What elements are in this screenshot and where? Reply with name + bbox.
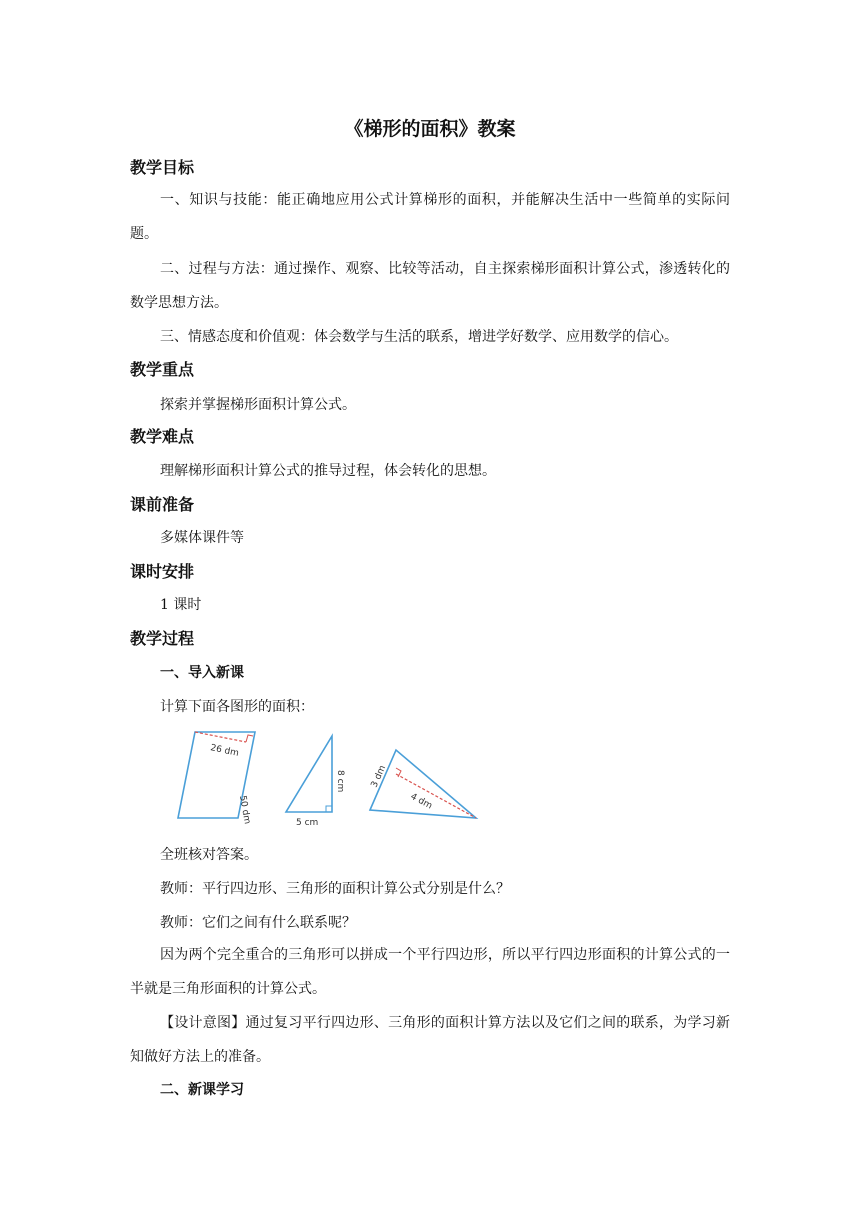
- heading-teaching-process: 教学过程: [130, 629, 195, 648]
- heading-difficulties: 教学难点: [130, 427, 195, 446]
- parallelogram-shape: [178, 732, 255, 825]
- goal-knowledge: 一、知识与技能：能正确地应用公式计算梯形的面积，并能解决生活中一些简单的实际问题。: [130, 192, 730, 242]
- heading-preparation: 课前准备: [130, 495, 195, 514]
- heading-key-points: 教学重点: [130, 360, 195, 379]
- triangle1-base-label: 5 cm: [296, 818, 319, 828]
- intro-text: 计算下面各图形的面积：: [160, 699, 314, 715]
- triangle2-height-label: 4 dm: [408, 791, 434, 812]
- line-teacher-question-1: 教师：平行四边形、三角形的面积计算公式分别是什么？: [160, 881, 510, 897]
- parallelogram-height-label: 26 dm: [209, 743, 240, 759]
- parallelogram-side-label: 50 dm: [237, 794, 252, 825]
- goal-process: 二、过程与方法：通过操作、观察、比较等活动，自主探索梯形面积计算公式，渗透转化的数学思想方法。: [130, 261, 730, 311]
- heading-teaching-goals: 教学目标: [130, 158, 195, 177]
- triangle1-height-label: 8 cm: [335, 770, 345, 793]
- shapes-figure: [160, 724, 480, 828]
- key-points-text: 探索并掌握梯形面积计算公式。: [160, 397, 356, 413]
- goal-attitude: 三、情感态度和价值观：体会数学与生活的联系，增进学好数学、应用数学的信心。: [160, 329, 678, 345]
- triangle2-shape: [370, 750, 476, 818]
- line-check-answers: 全班核对答案。: [160, 847, 258, 863]
- document-title: 《梯形的面积》教案: [344, 118, 516, 140]
- right-triangle-shape: [286, 736, 345, 828]
- line-teacher-question-2: 教师：它们之间有什么联系呢？: [160, 915, 356, 931]
- heading-schedule: 课时安排: [130, 562, 195, 581]
- triangle2-side-label: 3 dm: [369, 764, 389, 790]
- schedule-text: 1 课时: [160, 597, 202, 613]
- subheading-new-lesson: 二、新课学习: [160, 1082, 244, 1098]
- subheading-introduction: 一、导入新课: [160, 665, 244, 681]
- preparation-text: 多媒体课件等: [160, 530, 244, 546]
- design-intent-paragraph: 【设计意图】通过复习平行四边形、三角形的面积计算方法以及它们之间的联系，为学习新知做好方法上的准备。: [130, 1015, 730, 1065]
- explanation-paragraph: 因为两个完全重合的三角形可以拼成一个平行四边形，所以平行四边形面积的计算公式的一半就是三角形面积的计算公式。: [130, 947, 730, 997]
- difficulties-text: 理解梯形面积计算公式的推导过程，体会转化的思想。: [160, 463, 496, 479]
